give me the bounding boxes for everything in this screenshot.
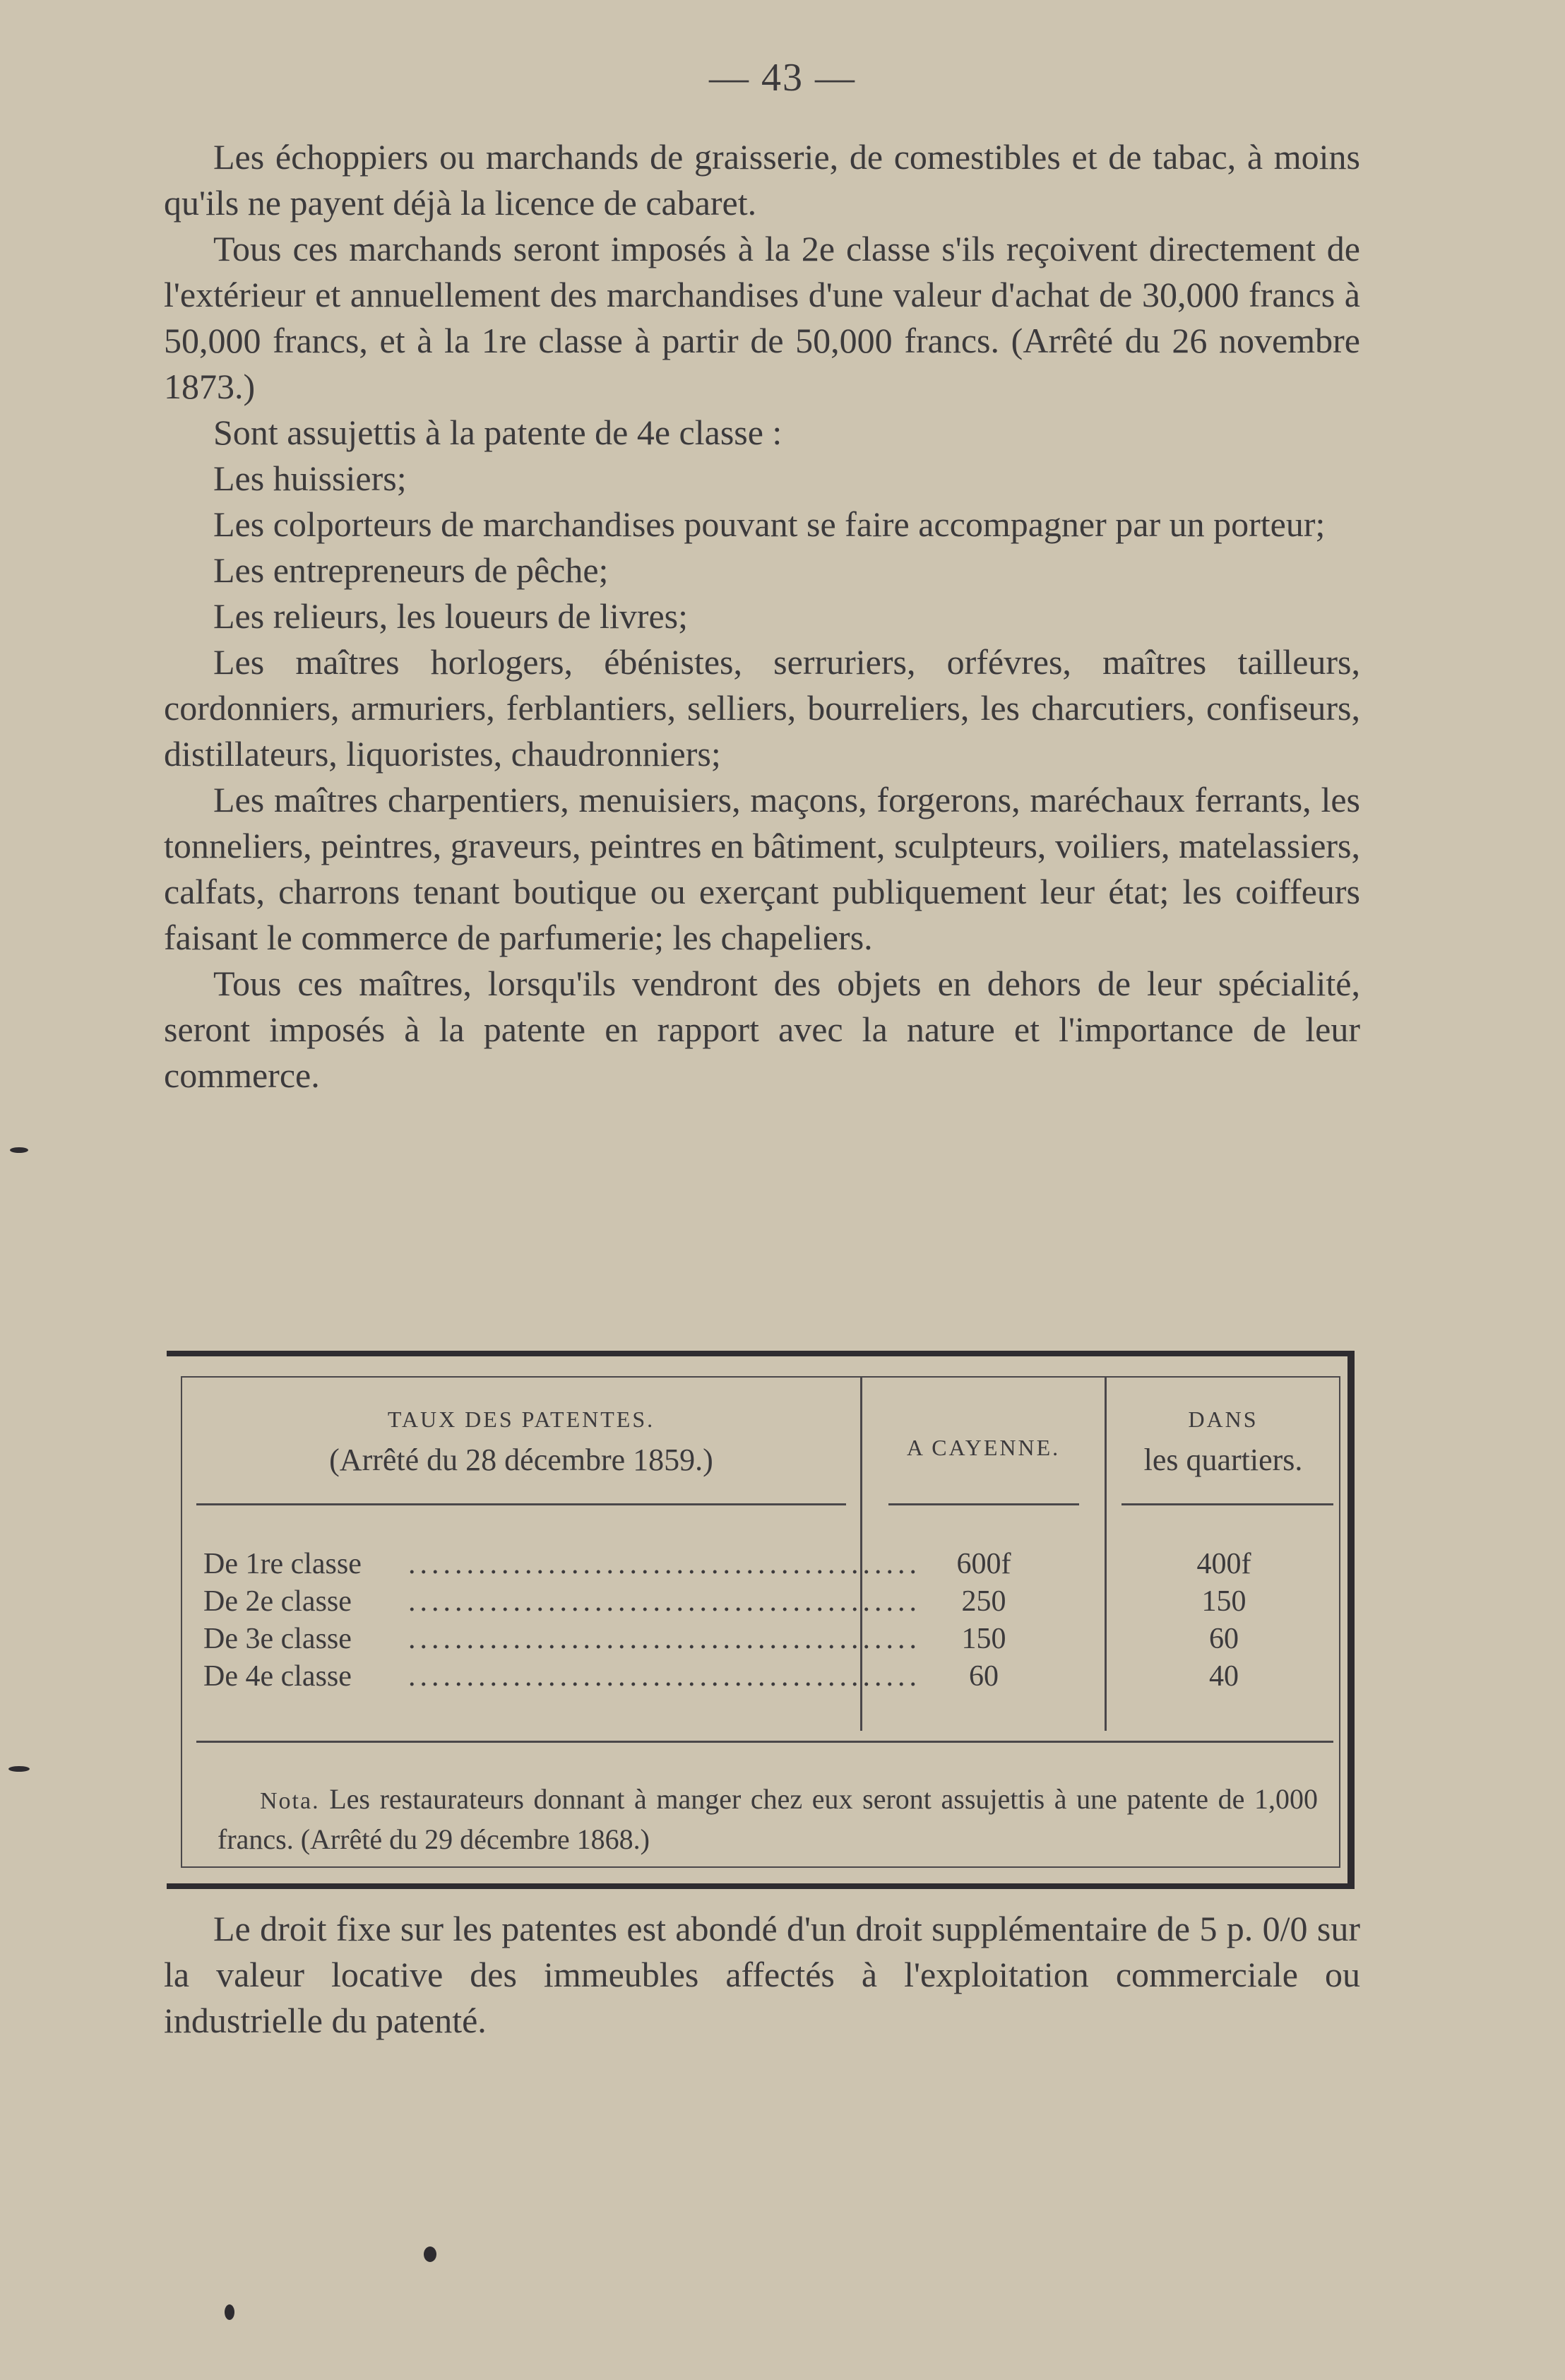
- cell-quartiers: 150: [1201, 1585, 1246, 1618]
- header-cayenne: A CAYENNE.: [906, 1435, 1061, 1460]
- paragraph: Le droit fixe sur les patentes est abondé d'un droit supplémentaire de 5 p. 0/0 sur la valeur locative des immeubles affectés à l'exploitation commerciale ou industrielle du patenté.: [164, 1909, 1360, 2040]
- nota-text: [218, 1780, 1318, 1859]
- list-item: Les colporteurs de marchandises pouvant se faire accompagner par un porteur;: [213, 504, 1326, 544]
- margin-mark: [8, 1766, 30, 1772]
- table-frame: [181, 1376, 1340, 1868]
- cell-cayenne: 60: [969, 1660, 999, 1693]
- cell-cayenne: 600f: [956, 1548, 1011, 1580]
- paragraph: Tous ces marchands seront imposés à la 2e classe s'ils reçoivent directement de l'extérieur et annuellement des marchandises d'une valeur d'achat de 30,000 francs à 50,000 francs, et à la 1re classe à partir de 50,000 francs. (Arrêté du 26 novembre 1873.): [164, 229, 1360, 406]
- table-row-label: De 1re classe: [203, 1548, 362, 1580]
- page-number: — 43 —: [709, 56, 856, 100]
- body-text-top: [164, 134, 1360, 1099]
- cell-quartiers: 400f: [1196, 1548, 1251, 1580]
- patent-rates-table: [167, 1351, 1355, 1889]
- list-item: Les relieurs, les loueurs de livres;: [213, 596, 689, 636]
- header-rule: [196, 1503, 846, 1505]
- paragraph: Tous ces maîtres, lorsqu'ils vendront des objets en dehors de leur spécialité, seront imposés à la patente en rapport avec la nature et l'importance de leur commerce.: [164, 964, 1360, 1095]
- leader-dots: ............................................: [408, 1623, 921, 1655]
- header-taux: TAUX DES PATENTES. (Arrêté du 28 décembre 1859.): [329, 1407, 713, 1477]
- table-row-label: De 4e classe: [203, 1660, 352, 1693]
- leader-dots: ............................................: [408, 1660, 921, 1693]
- ink-speck: [424, 2246, 436, 2262]
- list-item: Les entrepreneurs de pêche;: [213, 550, 609, 590]
- table-row-label: De 3e classe: [203, 1623, 352, 1655]
- list-item: Les maîtres charpentiers, menuisiers, maçons, forgerons, maréchaux ferrants, les tonneliers, peintres, graveurs, peintres en bâtiment, sculpteurs, voiliers, matelassiers, calfats, charrons tenant boutique ou exerçant publiquement leur état; les coiffeurs faisant le commerce de parfumerie; les chapeliers.: [164, 780, 1360, 957]
- nota-rule: [196, 1741, 1333, 1743]
- cell-quartiers: 60: [1209, 1623, 1239, 1655]
- header-quartiers: DANS les quartiers.: [1143, 1407, 1303, 1477]
- ink-speck: [225, 2304, 234, 2320]
- body-text-bottom: [164, 1906, 1360, 2044]
- header-rule: [888, 1503, 1079, 1505]
- list-item: Les huissiers;: [213, 458, 407, 498]
- margin-mark: [10, 1147, 28, 1153]
- list-item: Les maîtres horlogers, ébénistes, serruriers, orfévres, maîtres tailleurs, cordonniers, armuriers, ferblantiers, selliers, bourreliers, les charcutiers, confiseurs, distillateurs, liquoristes, chaudronniers;: [164, 642, 1360, 774]
- cell-quartiers: 40: [1209, 1660, 1239, 1693]
- leader-dots: ............................................: [408, 1548, 921, 1580]
- leader-dots: ............................................: [408, 1585, 921, 1618]
- cell-cayenne: 150: [961, 1623, 1006, 1655]
- nota-body: Les restaurateurs donnant à manger chez eux seront assujettis à une patente de 1,000 francs. (Arrêté du 29 décembre 1868.): [218, 1783, 1319, 1855]
- cell-cayenne: 250: [961, 1585, 1006, 1618]
- paragraph: Sont assujettis à la patente de 4e classe :: [213, 413, 782, 452]
- table-row-label: De 2e classe: [203, 1585, 352, 1618]
- nota-label: Nota.: [260, 1788, 320, 1814]
- paragraph: Les échoppiers ou marchands de graisserie, de comestibles et de tabac, à moins qu'ils ne payent déjà la licence de cabaret.: [164, 137, 1360, 223]
- header-rule: [1121, 1503, 1333, 1505]
